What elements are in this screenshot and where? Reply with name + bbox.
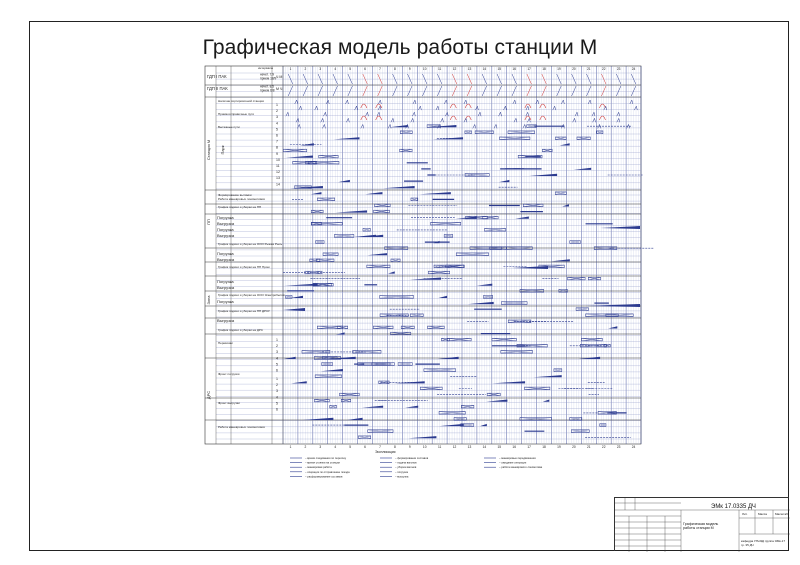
train-arrival-arc — [465, 104, 471, 108]
loading-wedge — [303, 418, 334, 420]
group-label: ПП — [206, 219, 211, 225]
loading-wedge — [492, 381, 525, 383]
hour-label-bottom: 2 — [304, 445, 307, 449]
hour-label-top: 15 — [497, 67, 502, 71]
hour-label-top: 16 — [512, 67, 516, 71]
loading-wedge — [560, 143, 570, 145]
hour-label-top: 6 — [364, 67, 366, 71]
section-label: Фронт погрузки — [218, 372, 240, 376]
legend-item: – ожидание операции — [499, 461, 527, 465]
hour-label-top: 18 — [542, 67, 546, 71]
row-number: 9 — [276, 151, 278, 156]
hour-label-bottom: 1 — [289, 445, 292, 449]
hour-label-top: 8 — [393, 67, 396, 71]
section-label: График подачи и уборки на ООО Рыжая Рысь — [218, 242, 283, 246]
hour-label-top: 9 — [408, 67, 411, 71]
train-arrival-arc — [361, 104, 367, 108]
header-row-sub2: прием 6/8 — [260, 88, 275, 93]
hour-label-bottom: 12 — [452, 445, 457, 449]
movement-wedge — [283, 308, 305, 311]
hour-label-bottom: 9 — [408, 445, 411, 449]
hour-label-top: 13 — [467, 67, 472, 71]
row-number: 12 — [276, 170, 280, 175]
row-number: 7 — [276, 139, 278, 144]
hour-label-top: 1 — [289, 67, 292, 71]
section-label: Наличие сортировочной станции — [218, 99, 264, 103]
train-arrival-arc — [599, 116, 605, 120]
train-arrival-arc — [376, 116, 382, 120]
group-label: ДРС — [206, 390, 211, 400]
mass-label: Масса — [758, 512, 767, 516]
legend-item: – время следования по перегону — [305, 457, 347, 460]
loading-wedge — [562, 204, 569, 206]
hour-label-bottom: 11 — [437, 445, 442, 449]
header-row-dir: Ч М — [276, 75, 283, 79]
hour-label-top: 4 — [334, 67, 337, 71]
row-label: Выгрузка — [217, 318, 235, 323]
loading-wedge — [439, 424, 463, 426]
row-number: 1 — [276, 103, 278, 107]
group-label: Парк — [220, 145, 225, 155]
loading-wedge — [533, 375, 561, 377]
row-number: 1 — [276, 377, 278, 381]
row-label: Погрузка — [217, 279, 234, 284]
legend-item: – расформирование составов — [305, 475, 343, 479]
train-arrival-arc — [540, 104, 546, 108]
section-label: Вытяжные пути — [218, 125, 240, 129]
loading-wedge — [365, 192, 382, 194]
loading-wedge — [543, 400, 550, 402]
hour-label-top: 2 — [304, 67, 307, 71]
hour-label-bottom: 4 — [334, 445, 337, 449]
hour-label-top: 5 — [349, 67, 352, 71]
row-number: 2 — [276, 344, 278, 349]
header-row-name: ГДП II ПАК — [207, 86, 228, 91]
loading-wedge — [291, 296, 303, 298]
hour-label-bottom: 3 — [319, 445, 322, 449]
section-label: График подачи и уборки на ПП ДРСУ — [218, 309, 270, 313]
loading-wedge — [338, 180, 350, 182]
loading-wedge — [515, 217, 529, 219]
row-number: 14 — [276, 182, 280, 187]
hour-label-bottom: 18 — [542, 445, 546, 449]
loading-wedge — [388, 271, 395, 273]
loading-wedge — [427, 125, 456, 127]
loading-wedge — [480, 424, 487, 426]
row-label: Погрузка — [217, 215, 234, 220]
row-number: 4 — [276, 356, 278, 361]
legend-item: – маневровая работа — [305, 466, 332, 470]
train-arrival-arc — [376, 104, 382, 108]
page-title: Графическая модель работы станции М — [202, 36, 598, 59]
legend-heading: Экспликация — [375, 450, 396, 454]
loading-wedge — [608, 326, 617, 328]
train-arrival-arc — [599, 104, 605, 108]
loading-wedge — [291, 381, 307, 383]
loading-wedge — [335, 210, 367, 212]
hour-label-bottom: 5 — [349, 445, 352, 449]
hour-label-bottom: 15 — [497, 445, 502, 449]
hour-label-bottom: 7 — [379, 445, 381, 449]
row-number: 10 — [276, 157, 280, 162]
row-number: 3 — [276, 350, 278, 355]
header-row-sub1: нечет. 7,9 — [260, 72, 275, 77]
loading-wedge — [334, 137, 360, 139]
hour-label-top: 14 — [482, 67, 487, 71]
hour-label-bottom: 19 — [557, 445, 561, 449]
row-number: 8 — [276, 145, 278, 150]
section-label: Формирование вытяжки — [218, 193, 252, 197]
header-row-name: ГДП I ПАК — [207, 74, 227, 79]
group-label: Станция М — [206, 139, 211, 161]
hour-label-bottom: 21 — [587, 445, 591, 449]
loading-wedge — [367, 253, 387, 255]
legend-item: – погрузка — [395, 470, 408, 474]
hour-label-bottom: 8 — [393, 445, 396, 449]
section-label: Перевозки — [218, 341, 233, 345]
group-label: Зона — [206, 295, 211, 305]
legend-item: – выгрузка — [395, 475, 409, 479]
section-label: График подачи и уборки на ПП Пром — [218, 265, 270, 269]
hour-label-bottom: 10 — [422, 445, 427, 449]
top-scale-label: интервалы — [258, 66, 274, 70]
hour-label-bottom: 17 — [527, 445, 531, 449]
row-number: 2 — [276, 109, 278, 114]
left-panel — [206, 66, 285, 444]
organization: кафедра УПиЭД группа ЭМк-17 гр. 35 ДЧ — [741, 539, 785, 547]
legend-item: – формирование составов — [395, 457, 429, 460]
row-number: 2 — [276, 383, 278, 388]
hour-label-top: 24 — [631, 67, 636, 71]
hour-label-top: 17 — [527, 67, 531, 71]
header-row-dir: М Ч — [276, 87, 283, 91]
hour-label-bottom: 24 — [631, 445, 636, 449]
header-row-sub1: нечет. 8,5 — [260, 84, 275, 89]
row-number: 1 — [276, 338, 278, 342]
section-label: Работа маневровых локомотивов — [218, 425, 265, 429]
hour-label-bottom: 16 — [512, 445, 516, 449]
document-code: ЭМк 17.0335 ДЧ — [711, 504, 756, 510]
train-arrival-arc — [525, 116, 531, 120]
section-label: Фронт выгрузки — [218, 401, 240, 405]
loading-wedge — [286, 156, 313, 158]
hour-label-bottom: 22 — [601, 445, 606, 449]
train-arrival-arc — [361, 116, 367, 120]
hour-label-top: 20 — [572, 67, 576, 71]
hour-label-top: 10 — [422, 67, 427, 71]
loading-wedge — [529, 174, 557, 176]
loading-wedge — [439, 296, 448, 298]
section-label: График подачи и уборки на ПП — [218, 205, 262, 209]
legend-item: – маневровые передвижения — [499, 457, 536, 460]
train-arrival-arc — [540, 116, 546, 120]
hour-label-top: 21 — [587, 67, 591, 71]
row-label: Погрузка — [217, 299, 234, 304]
hour-label-top: 7 — [379, 67, 381, 71]
row-number: 6 — [276, 133, 278, 138]
row-label: Погрузка — [217, 251, 234, 256]
loading-wedge — [551, 259, 570, 261]
section-label: Приемоотправочные пути — [218, 112, 255, 116]
hour-label-top: 19 — [557, 67, 561, 71]
operation-marks — [283, 74, 654, 439]
legend-item: – уборка вагонов — [395, 466, 417, 470]
row-number: 13 — [276, 176, 280, 181]
hour-label-top: 3 — [319, 67, 322, 71]
movement-wedge — [585, 304, 640, 307]
row-number: 4 — [276, 395, 278, 400]
hour-label-bottom: 20 — [572, 445, 576, 449]
loading-wedge — [321, 369, 343, 371]
row-number: 5 — [276, 362, 278, 367]
hour-label-top: 11 — [437, 67, 442, 71]
document-name: Графическая модель работы станции М — [683, 522, 719, 531]
train-arrival-arc — [450, 104, 456, 108]
header-row-sub2: прием 18/9 — [260, 76, 277, 81]
loading-wedge — [383, 186, 414, 188]
section-label: Работа маневровых локомотивов — [218, 197, 265, 201]
row-label: Выгрузка — [217, 233, 235, 238]
movement-wedge — [600, 226, 640, 229]
train-arrival-arc — [450, 116, 456, 120]
loading-wedge — [290, 186, 323, 188]
row-number: 4 — [276, 121, 278, 126]
scale-label: Масштаб — [775, 512, 788, 516]
legend-item: – операции по отправлению поезда — [305, 470, 350, 474]
loading-wedge — [405, 406, 418, 408]
loading-wedge — [468, 302, 494, 304]
legend-item: – время стоянки на станции — [305, 461, 340, 465]
row-number: 5 — [276, 127, 278, 132]
row-label: Погрузка — [217, 227, 234, 232]
legend — [290, 450, 543, 478]
title-block — [614, 497, 789, 551]
row-number: 6 — [276, 368, 278, 373]
loading-wedge — [410, 278, 441, 280]
hour-label-top: 22 — [601, 67, 606, 71]
row-number: 3 — [276, 389, 278, 394]
hour-label-bottom: 6 — [364, 445, 366, 449]
legend-item: – подача вагонов — [395, 461, 417, 465]
loading-wedge — [354, 235, 376, 237]
lit-label: Лит. — [742, 512, 748, 516]
hour-label-bottom: 13 — [467, 445, 472, 449]
loading-wedge — [420, 192, 451, 194]
row-label: Выгрузка — [217, 221, 235, 226]
row-label: Выгрузка — [217, 285, 235, 290]
hour-label-top: 23 — [616, 67, 621, 71]
hour-label-top: 12 — [452, 67, 457, 71]
loading-wedge — [311, 192, 322, 194]
row-number: 11 — [276, 164, 280, 168]
hour-label-bottom: 14 — [482, 445, 487, 449]
row-number: 3 — [276, 115, 278, 120]
row-number: 5 — [276, 401, 278, 406]
section-label: График подачи и уборки на ООО Электробытиё — [218, 293, 285, 297]
row-label: Выгрузка — [217, 257, 235, 262]
legend-item: – работа маневрового локомотива — [499, 466, 543, 470]
row-number: 6 — [276, 407, 278, 412]
loading-wedge — [456, 217, 477, 219]
section-label: График подачи и уборки на ДРС — [218, 328, 263, 332]
loading-wedge — [347, 418, 362, 420]
hour-label-bottom: 23 — [616, 445, 621, 449]
